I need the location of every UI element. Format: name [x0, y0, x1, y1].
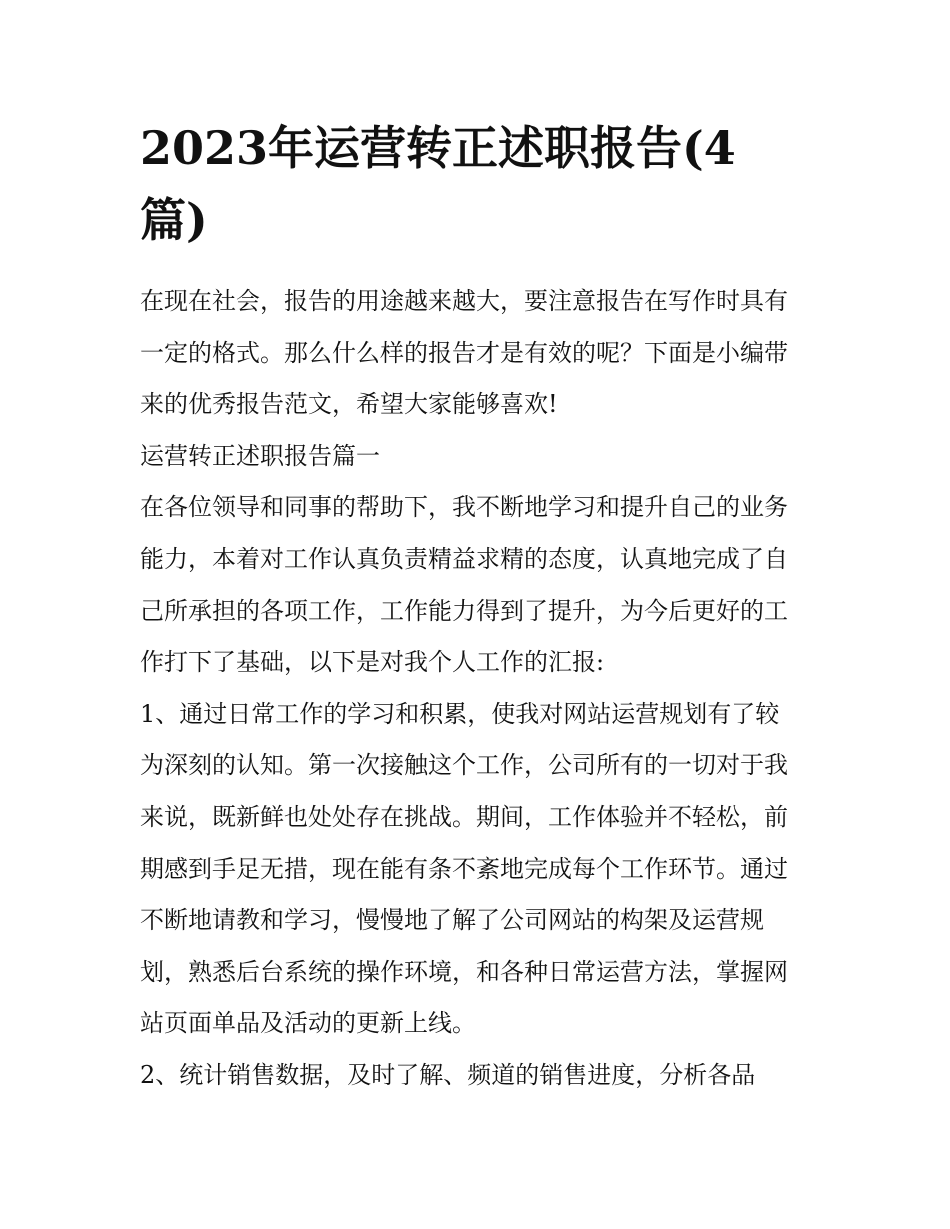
list-item-line: 1、通过日常工作的学习和积累，使我对网站运营规划有了较 — [140, 699, 780, 728]
intro-line: 在现在社会，报告的用途越来越大，要注意报告在写作时具有 — [140, 287, 788, 315]
intro-line: 来的优秀报告范文，希望大家能够喜欢! — [140, 390, 558, 419]
list-item-line: 划，熟悉后台系统的操作环境，和各种日常运营方法，掌握网 — [140, 957, 788, 986]
paragraph-line: 在各位领导和同事的帮助下，我不断地学习和提升自己的业务 — [140, 493, 788, 522]
paragraph-line: 能力，本着对工作认真负责精益求精的态度，认真地完成了自 — [140, 544, 788, 573]
list-item-line: 站页面单品及活动的更新上线。 — [140, 1009, 476, 1038]
document-body — [140, 276, 820, 1102]
list-item-line: 来说，既新鲜也处处存在挑战。期间，工作体验并不轻松，前 — [140, 802, 788, 831]
list-item-line: 不断地请教和学习，慢慢地了解了公司网站的构架及运营规 — [140, 906, 764, 935]
document-title — [140, 112, 780, 256]
list-item-line: 期感到手足无措，现在能有条不紊地完成每个工作环节。通过 — [140, 854, 788, 883]
section-heading: 运营转正述职报告篇一 — [140, 441, 380, 470]
paragraph-line: 己所承担的各项工作，工作能力得到了提升，为今后更好的工 — [140, 596, 788, 625]
list-item-line: 为深刻的认知。第一次接触这个工作，公司所有的一切对于我 — [140, 751, 788, 780]
intro-line: 一定的格式。那么什么样的报告才是有效的呢？下面是小编带 — [140, 338, 788, 367]
title-line: 篇) — [140, 193, 208, 247]
paragraph-line: 作打下了基础，以下是对我个人工作的汇报: — [140, 648, 605, 677]
title-line: 2023年运营转正述职报告(4 — [140, 121, 736, 175]
list-item-line: 2、统计销售数据，及时了解、频道的销售进度，分析各品 — [140, 1060, 756, 1089]
